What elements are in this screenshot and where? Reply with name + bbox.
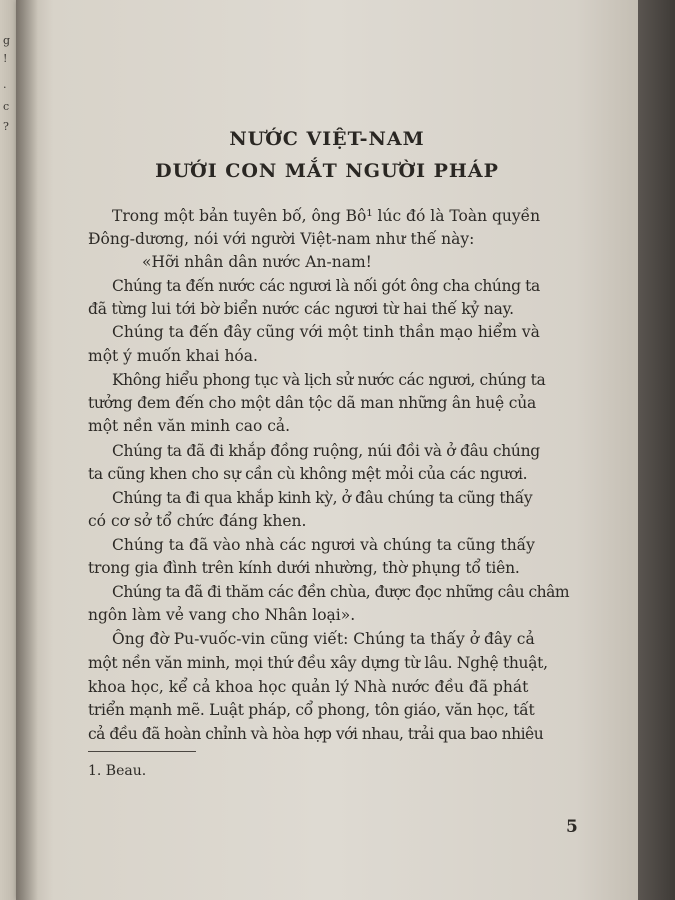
prev-page-fragment: ? bbox=[3, 120, 9, 133]
page-number: 5 bbox=[566, 817, 578, 837]
prev-page-fragment: . bbox=[3, 78, 7, 91]
book-page bbox=[16, 0, 638, 900]
text-line: Chúng ta đã đi thăm các đền chùa, được đọc những câu châm bbox=[112, 583, 570, 601]
text-line: có cơ sở tổ chức đáng khen. bbox=[88, 512, 307, 530]
footnote: 1. Beau. bbox=[88, 763, 147, 779]
text-line: một ý muốn khai hóa. bbox=[88, 347, 258, 365]
text-line: một nền văn minh, mọi thứ đều xây dựng từ lâu. Nghệ thuật, bbox=[88, 654, 548, 672]
text-line: Chúng ta đi qua khắp kinh kỳ, ở đâu chúng ta cũng thấy bbox=[112, 489, 533, 507]
text-line: khoa học, kể cả khoa học quản lý Nhà nước đều đã phát bbox=[88, 678, 529, 696]
prev-page-fragment: g bbox=[3, 34, 11, 47]
text-line: cả đều đã hoàn chỉnh và hòa hợp với nhau, trải qua bao nhiêu bbox=[88, 725, 544, 743]
text-line: ta cũng khen cho sự cần cù không mệt mỏi của các ngươi. bbox=[88, 465, 528, 483]
chapter-title-line-1: NƯỚC VIỆT-NAM bbox=[229, 128, 425, 150]
text-line: triển mạnh mẽ. Luật pháp, cổ phong, tôn giáo, văn học, tất bbox=[88, 701, 535, 719]
text-line: Trong một bản tuyên bố, ông Bô¹ lúc đó là Toàn quyền bbox=[112, 207, 541, 225]
text-line: Chúng ta đã đi khắp đồng ruộng, núi đồi và ở đâu chúng bbox=[112, 442, 540, 460]
prev-page-fragment: ! bbox=[3, 52, 8, 65]
text-line: trong gia đình trên kính dưới nhường, thờ phụng tổ tiên. bbox=[88, 559, 520, 577]
text-line: Đông-dương, nói với người Việt-nam như thế này: bbox=[88, 230, 475, 248]
prev-page-fragment: c bbox=[3, 100, 10, 113]
text-line: Không hiểu phong tục và lịch sử nước các ngươi, chúng ta bbox=[112, 371, 546, 389]
text-line: Chúng ta đã vào nhà các ngươi và chúng ta cũng thấy bbox=[112, 536, 535, 554]
text-line: «Hỡi nhân dân nước An-nam! bbox=[142, 253, 372, 271]
footnote-rule bbox=[88, 751, 196, 752]
text-line: Chúng ta đến đây cũng với một tinh thần mạo hiểm và bbox=[112, 323, 540, 341]
text-line: một nền văn minh cao cả. bbox=[88, 417, 291, 435]
text-line: đã từng lui tới bờ biển nước các ngươi từ hai thế kỷ nay. bbox=[88, 300, 514, 318]
text-line: ngôn làm vẻ vang cho Nhân loại». bbox=[88, 606, 356, 624]
book-edge-background bbox=[638, 0, 675, 900]
text-line: Chúng ta đến nước các ngươi là nối gót ông cha chúng ta bbox=[112, 277, 540, 295]
text-line: Ông đờ Pu-vuốc-vin cũng viết: Chúng ta thấy ở đây cả bbox=[112, 630, 535, 648]
chapter-title-line-2: DƯỚI CON MẮT NGƯỜI PHÁP bbox=[155, 160, 499, 182]
text-line: tưởng đem đến cho một dân tộc dã man những ân huệ của bbox=[88, 394, 537, 412]
